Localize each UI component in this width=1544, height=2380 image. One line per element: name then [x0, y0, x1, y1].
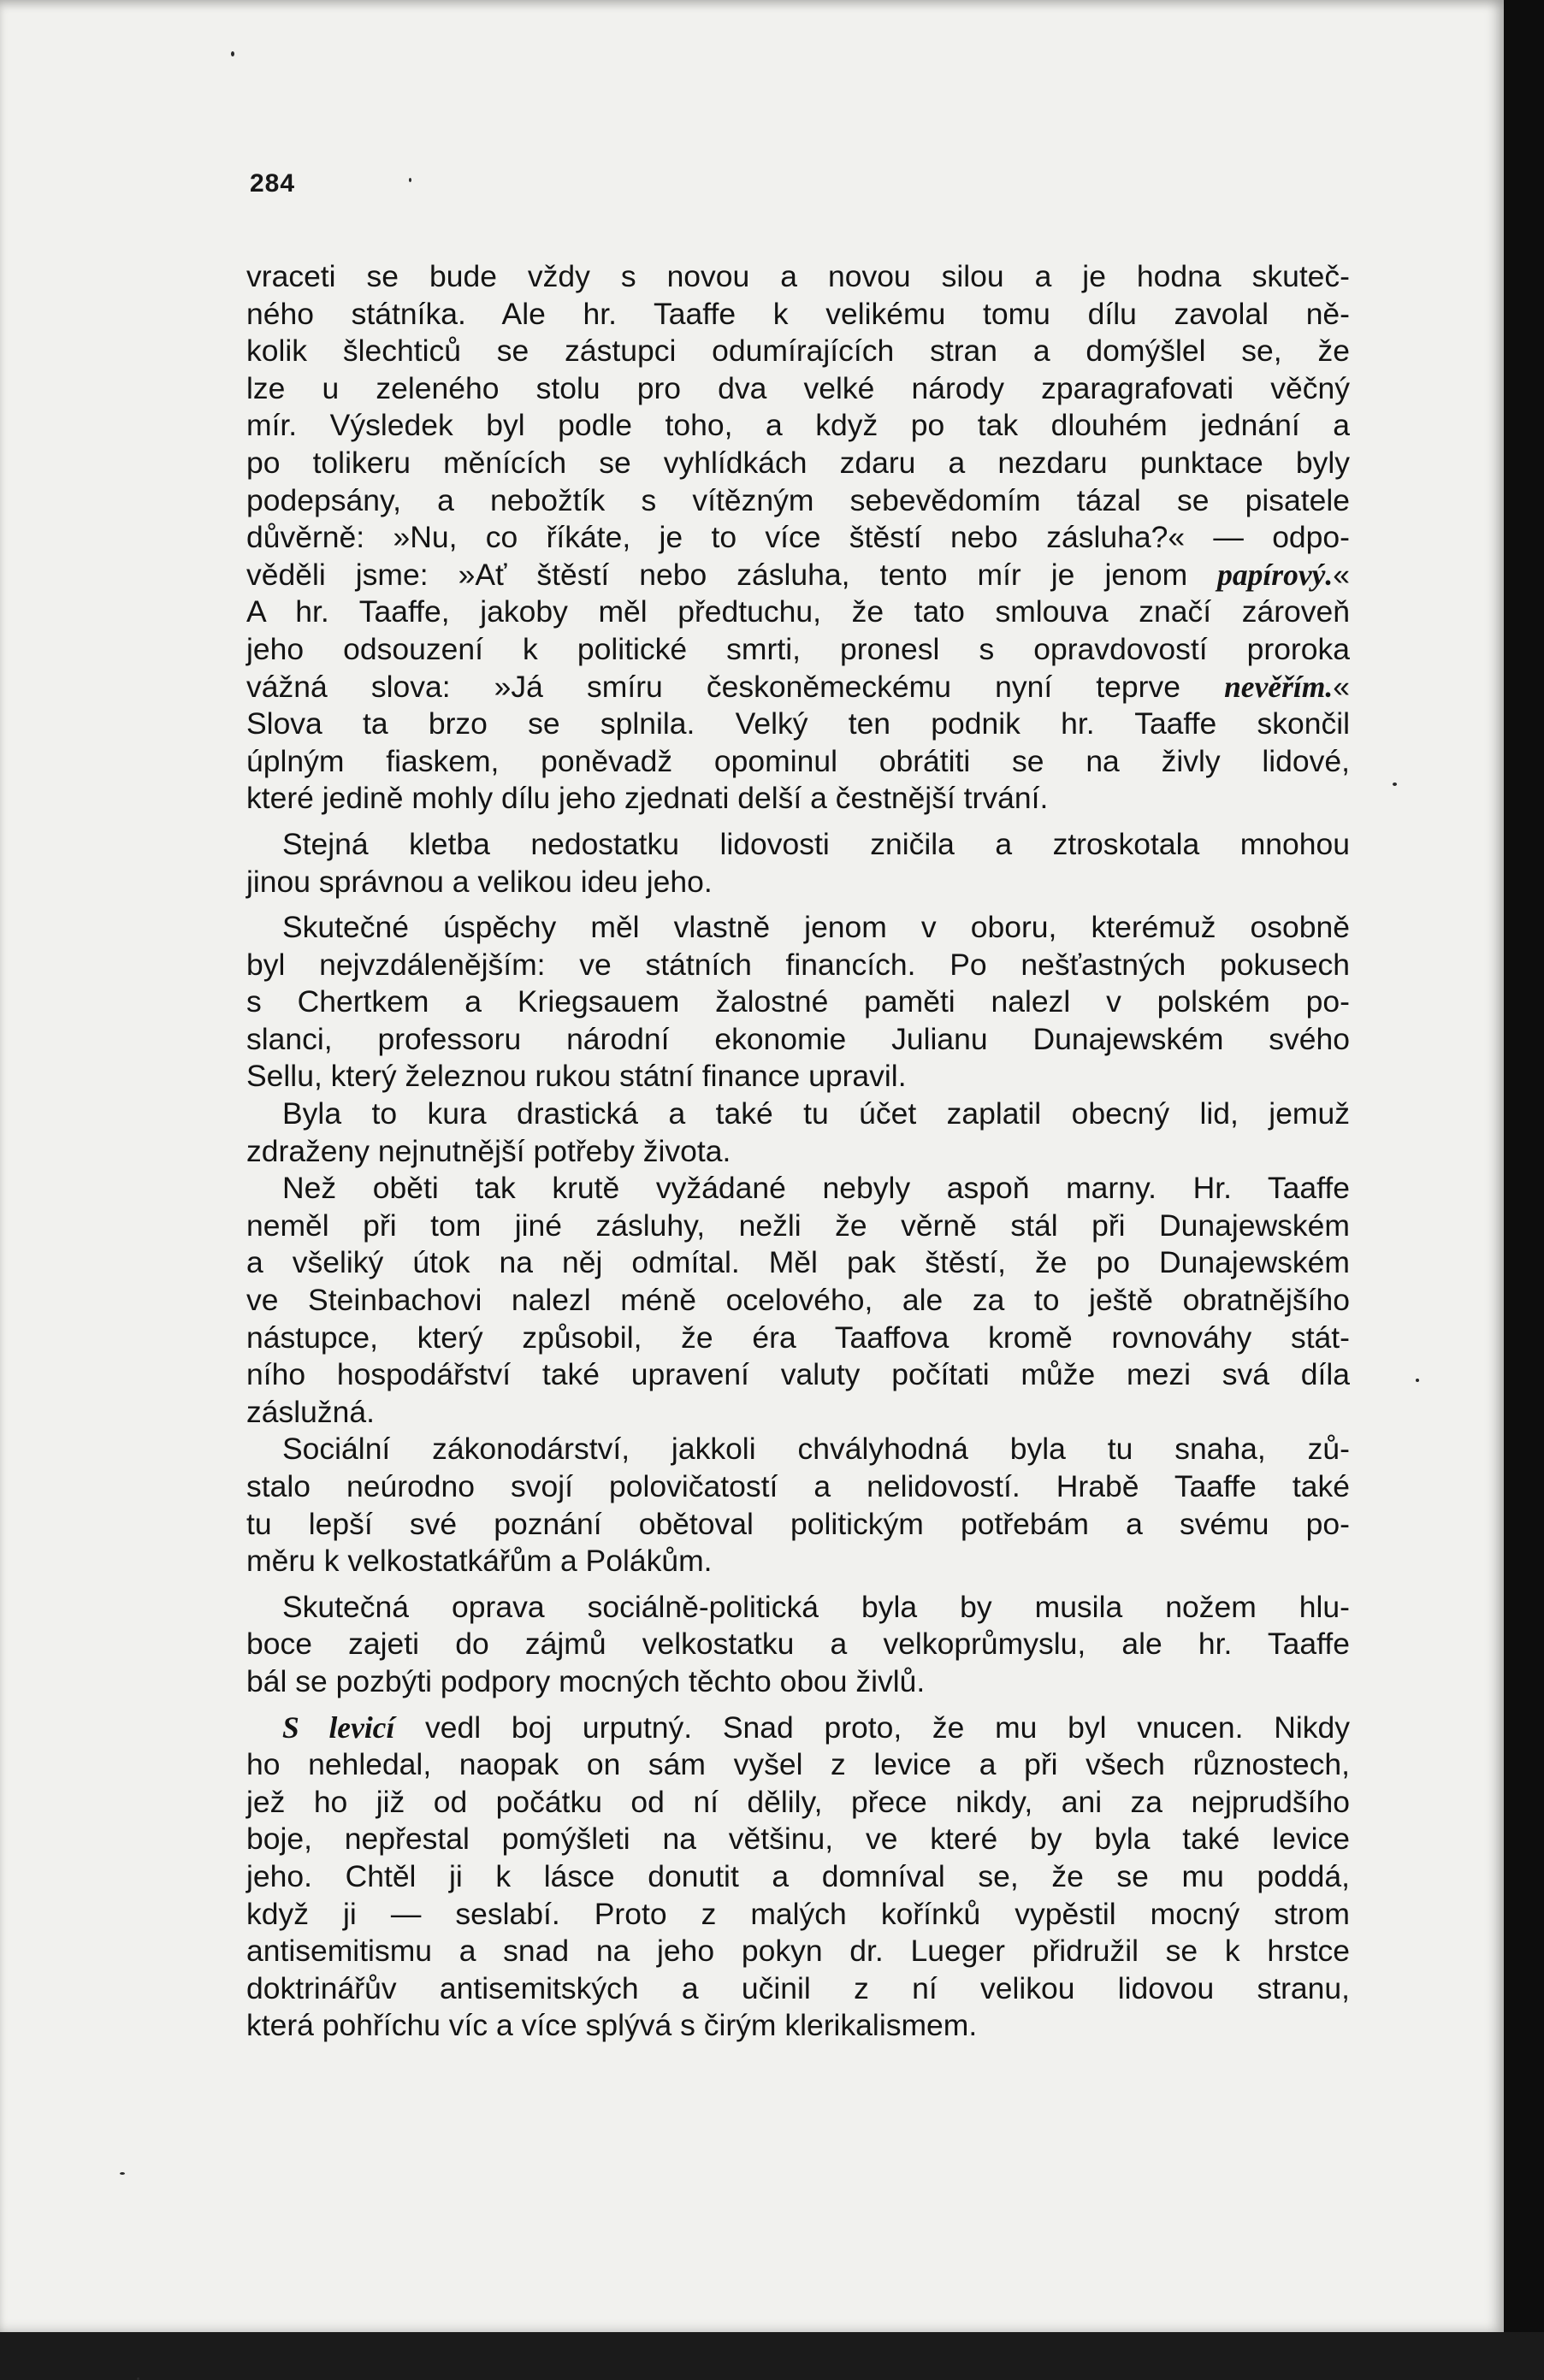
text-line: Byla to kura drastická a také tu účet zaplatil obecný lid, jemuž — [282, 1096, 1350, 1131]
text-line: Stejná kletba nedostatku lidovosti zničila a ztroskotala mnohou — [282, 826, 1350, 861]
emphasis-text: S levicí — [282, 1710, 395, 1745]
text-line: Sociální zákonodárství, jakkoli chvályhodná byla tu snaha, zů- — [282, 1432, 1350, 1467]
text-run: « — [1333, 669, 1350, 704]
text-line: antisemitismu a snad na jeho pokyn dr. Lueger přidružil se k hrstce — [246, 1934, 1350, 1969]
scan-speck — [409, 178, 411, 182]
text-line: Než oběti tak krutě vyžádané nebyly aspoň marny. Hr. Taaffe — [282, 1171, 1350, 1206]
text-line: ho nehledal, naopak on sám vyšel z levice a při všech různostech, — [246, 1747, 1350, 1782]
text-run: vedl boj urputný. Snad proto, že mu byl vnucen. Nikdy — [394, 1710, 1350, 1745]
text-line: jeho odsouzení k politické smrti, pronesl s opravdovostí proroka — [246, 631, 1350, 666]
paragraph — [246, 1589, 1350, 1701]
text-line: nástupce, který způsobil, že éra Taaffova kromě rovnováhy stát- — [246, 1320, 1350, 1355]
scan-edge-shadow — [1504, 0, 1544, 2332]
text-line: stalo neúrodno svojí polovičatostí a nelidovostí. Hrabě Taaffe také — [246, 1469, 1350, 1503]
text-line: které jedině mohly dílu jeho zjednati delší a čestnější trvání. — [246, 781, 1049, 816]
scan-speck — [1416, 1379, 1419, 1382]
text-line: lze u zeleného stolu pro dva velké národy zparagrafovati věčný — [246, 370, 1350, 405]
emphasis-text: papírový. — [1217, 557, 1334, 592]
paragraph — [246, 909, 1350, 1096]
text-line: mír. Výsledek byl podle toho, a když po tak dlouhém jednání a — [246, 408, 1350, 443]
text-run: věděli jsme: »Ať štěstí nebo zásluha, tento mír je jenom — [246, 557, 1218, 592]
paragraph — [246, 826, 1350, 901]
text-line: úplným fiaskem, poněvadž opominul obrátiti se na živly lidové, — [246, 743, 1350, 778]
emphasis-text: nevěřím. — [1224, 669, 1334, 704]
paragraph — [246, 1096, 1350, 1170]
text-line: jeho. Chtěl ji k lásce donutit a domníval se, že se mu poddá, — [246, 1858, 1350, 1893]
text-line: A hr. Taaffe, jakoby měl předtuchu, že tato smlouva značí zároveň — [246, 594, 1350, 629]
paragraph — [246, 258, 1350, 818]
paragraph — [246, 1431, 1350, 1580]
text-line: bál se pozbýti podpory mocných těchto obou živlů. — [246, 1663, 926, 1698]
text-line: měru k velkostatkářům a Polákům. — [246, 1544, 713, 1579]
text-line: zdraženy nejnutnější potřeby života. — [246, 1133, 731, 1168]
text-line: důvěrně: »Nu, co říkáte, je to více štěstí nebo zásluha?« — odpo- — [246, 520, 1350, 555]
text-line — [246, 669, 1350, 706]
text-line: slanci, professoru národní ekonomie Julianu Dunajewském svého — [246, 1021, 1350, 1056]
text-line: Skutečná oprava sociálně-politická byla by musila nožem hlu- — [282, 1589, 1350, 1624]
text-line: po tolikeru měnících se vyhlídkách zdaru a nezdaru punktace byly — [246, 445, 1350, 480]
text-line — [246, 1710, 1350, 1747]
paragraph — [246, 1710, 1350, 2045]
text-run: « — [1333, 557, 1350, 592]
text-line: Sellu, který železnou rukou státní finance upravil. — [246, 1059, 907, 1094]
scan-speck — [231, 51, 234, 56]
text-line: ve Steinbachovi nalezl méně ocelového, ale za to ještě obratnějšího — [246, 1283, 1350, 1318]
text-line — [246, 557, 1350, 594]
text-line: jinou správnou a velikou ideu jeho. — [246, 864, 713, 899]
text-line: byl nejvzdálenějším: ve státních financích. Po nešťastných pokusech — [246, 947, 1350, 982]
text-line: a všeliký útok na něj odmítal. Měl pak štěstí, že po Dunajewském — [246, 1245, 1350, 1280]
text-line: Skutečné úspěchy měl vlastně jenom v oboru, kterémuž osobně — [282, 910, 1350, 945]
text-line: když ji — seslabí. Proto z malých kořínků vypěstil mocný strom — [246, 1896, 1350, 1931]
text-run: vážná slova: »Já smíru českoněmeckému nyní teprve — [246, 669, 1225, 704]
text-line: jež ho již od počátku od ní dělily, přece nikdy, ani za nejprudšího — [246, 1784, 1350, 1819]
paragraph — [246, 1170, 1350, 1431]
text-line: vraceti se bude vždy s novou a novou silou a je hodna skuteč- — [246, 259, 1350, 293]
text-line: boce zajeti do zájmů velkostatku a velkoprůmyslu, ale hr. Taaffe — [246, 1627, 1350, 1662]
text-line: která pohříchu víc a více splývá s čirým klerikalismem. — [246, 2008, 978, 2043]
text-line: neměl při tom jiné zásluhy, nežli že věrně stál při Dunajewském — [246, 1208, 1350, 1243]
text-line: ního hospodářství také upravení valuty počítati může mezi svá díla — [246, 1357, 1350, 1392]
text-line: ného státníka. Ale hr. Taaffe k velikému tomu dílu zavolal ně- — [246, 296, 1350, 331]
body-text — [246, 258, 1350, 2045]
page-number: 284 — [250, 169, 296, 198]
text-line: kolik šlechticů se zástupci odumírajících stran a domýšlel se, že — [246, 334, 1350, 369]
scan-speck — [120, 2172, 125, 2175]
text-line: boje, nepřestal pomýšleti na většinu, ve které by byla také levice — [246, 1822, 1350, 1857]
text-line: s Chertkem a Kriegsauem žalostné paměti nalezl v polském po- — [246, 984, 1350, 1019]
text-line: podepsány, a nebožtík s vítězným sebevědomím tázal se pisatele — [246, 482, 1350, 517]
text-line: tu lepší své poznání obětoval politickým potřebám a svému po- — [246, 1506, 1350, 1541]
scan-speck — [1393, 783, 1397, 786]
text-line: Slova ta brzo se splnila. Velký ten podnik hr. Taaffe skončil — [246, 706, 1350, 741]
text-line: záslužná. — [246, 1394, 375, 1429]
text-line: doktrinářův antisemitských a učinil z ní velikou lidovou stranu, — [246, 1970, 1350, 2005]
